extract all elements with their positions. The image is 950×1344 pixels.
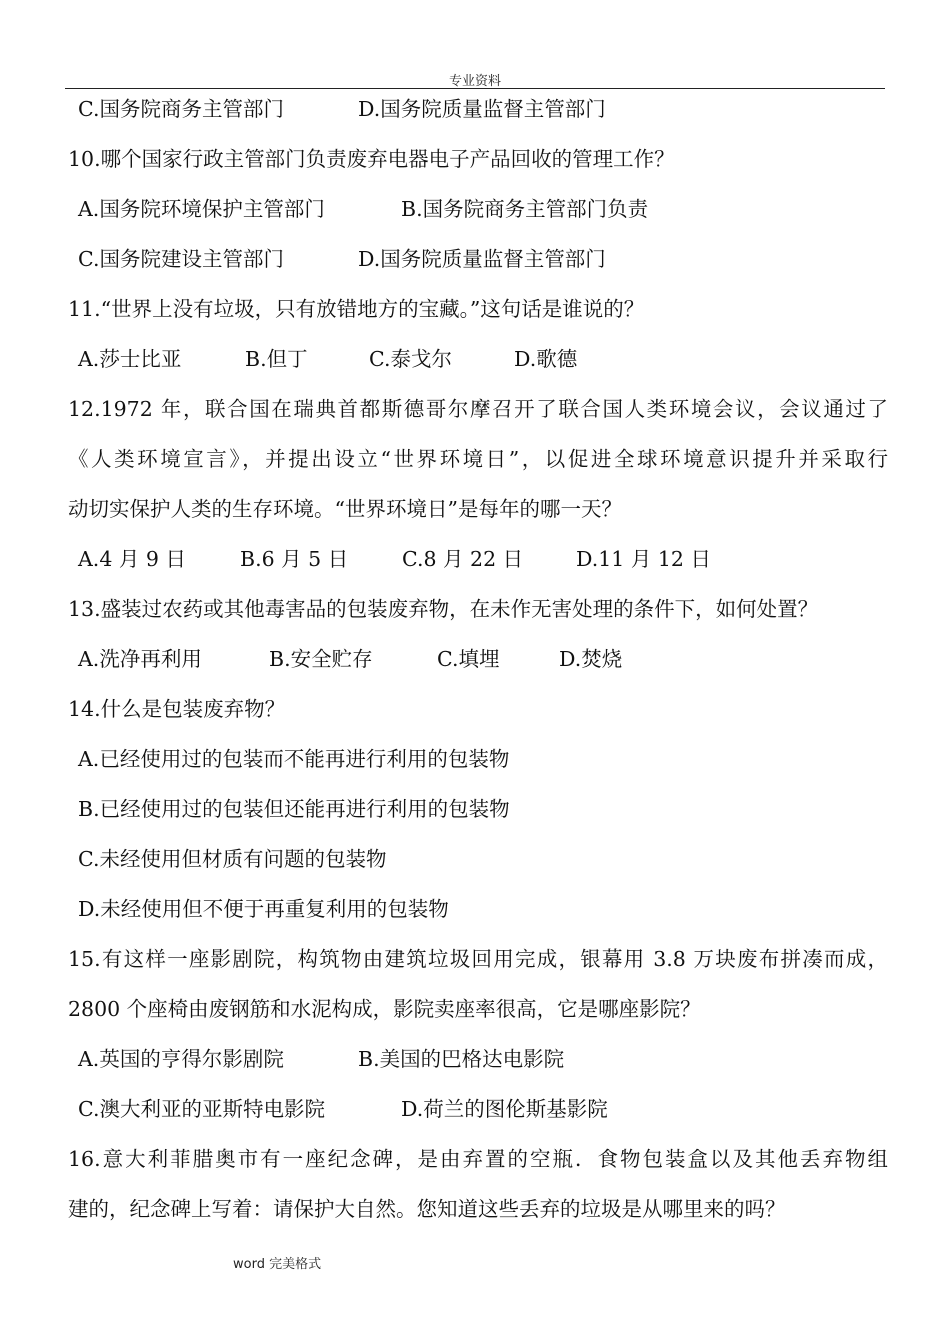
option-a: A.国务院环境保护主管部门 <box>78 197 325 221</box>
question-14: 14.什么是包装废弃物？ <box>68 697 286 721</box>
option-a: A.莎士比亚 <box>78 347 182 371</box>
page-footer: word 完美格式 <box>233 1257 322 1272</box>
question-12-line-1: 12.1972 年，联合国在瑞典首都斯德哥尔摩召开了联合国人类环境会议，会议通过了 <box>68 397 888 421</box>
option-row <box>78 1042 564 1076</box>
option-a: A.英国的亨得尔影剧院 <box>78 1047 284 1071</box>
option-c: C.填埋 <box>437 647 500 671</box>
question-16-line-2: 建的，纪念碑上写着：请保护大自然。您知道这些丢弃的垃圾是从哪里来的吗？ <box>68 1197 786 1221</box>
question-13: 13.盛装过农药或其他毒害品的包装废弃物，在未作无害处理的条件下，如何处置？ <box>68 597 819 621</box>
question-15-line-2: 2800 个座椅由废钢筋和水泥构成，影院卖座率很高，它是哪座影院？ <box>68 997 701 1021</box>
option-b: B.但丁 <box>245 347 308 371</box>
option-a: A.已经使用过的包装而不能再进行利用的包装物 <box>78 747 510 771</box>
option-d: D.国务院质量监督主管部门 <box>358 247 606 271</box>
question-15-line-1: 15.有这样一座影剧院，构筑物由建筑垃圾回用完成，银幕用 3.8 万块废布拼凑而成， <box>68 947 888 971</box>
option-a: A.洗净再利用 <box>78 647 202 671</box>
question-10: 10.哪个国家行政主管部门负责废弃电器电子产品回收的管理工作？ <box>68 147 675 171</box>
option-c: C.国务院建设主管部门 <box>78 247 284 271</box>
option-b: B.6 月 5 日 <box>240 547 349 571</box>
option-c: C.未经使用但材质有问题的包装物 <box>78 847 387 871</box>
option-c: C.国务院商务主管部门 <box>78 97 284 121</box>
header-divider <box>65 88 885 89</box>
option-b: B.安全贮存 <box>269 647 373 671</box>
question-12-line-2: 《人类环境宣言》，并提出设立“世界环境日”，以促进全球环境意识提升并采取行 <box>68 447 888 471</box>
option-row <box>78 192 648 226</box>
question-12-line-3: 动切实保护人类的生存环境。“世界环境日”是每年的哪一天？ <box>68 497 622 521</box>
question-16-line-1: 16.意大利菲腊奥市有一座纪念碑，是由弃置的空瓶．食物包装盒以及其他丢弃物组 <box>68 1147 888 1171</box>
option-d: D.国务院质量监督主管部门 <box>358 97 606 121</box>
option-c: C.泰戈尔 <box>369 347 452 371</box>
option-d: D.未经使用但不便于再重复利用的包装物 <box>78 897 449 921</box>
option-row <box>78 342 577 376</box>
option-c: C.8 月 22 日 <box>402 547 524 571</box>
option-row <box>78 542 711 576</box>
option-b: B.国务院商务主管部门负责 <box>401 197 649 221</box>
option-row <box>78 642 622 676</box>
option-row <box>78 1092 608 1126</box>
option-d: D.荷兰的图伦斯基影院 <box>401 1097 608 1121</box>
option-b: B.已经使用过的包装但还能再进行利用的包装物 <box>78 797 510 821</box>
option-row <box>78 92 606 126</box>
option-a: A.4 月 9 日 <box>78 547 186 571</box>
option-d: D.焚烧 <box>559 647 623 671</box>
option-d: D.11 月 12 日 <box>576 547 711 571</box>
question-11: 11.“世界上没有垃圾，只有放错地方的宝藏。”这句话是谁说的？ <box>68 297 645 321</box>
page-header: 专业资料 <box>448 74 501 89</box>
option-d: D.歌德 <box>514 347 578 371</box>
option-c: C.澳大利亚的亚斯特电影院 <box>78 1097 325 1121</box>
option-b: B.美国的巴格达电影院 <box>358 1047 565 1071</box>
option-row <box>78 242 606 276</box>
